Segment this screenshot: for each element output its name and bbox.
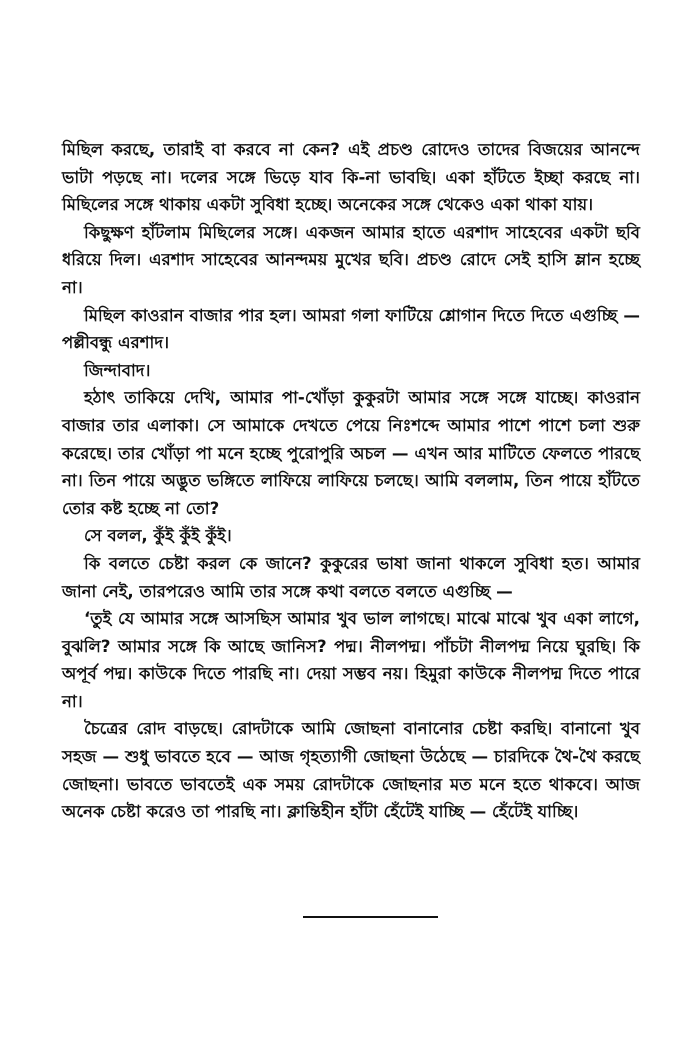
paragraph-3: মিছিল কাওরান বাজার পার হল। আমরা গলা ফাটিয়ে শ্লোগান দিতে দিতে এগুচ্ছি — পল্লীবন্ধু এরশাদ। [62,305,640,353]
paragraph-5: হঠাৎ তাকিয়ে দেখি, আমার পা-খোঁড়া কুকুরটা আমার সঙ্গে সঙ্গে যাচ্ছে। কাওরান বাজার তার এলাকা। সে আমাকে দেখতে পেয়ে নিঃশব্দে আমার পাশে পাশে চলা শুরু করেছে। তার খোঁড়া পা মনে হচ্ছে পুরোপুরি অচল — এখন আর মাটিতে ফেলতে পারছে না। তিন পায়ে অদ্ভুত ভঙ্গিতে লাফিয়ে লাফিয়ে চলছে। আমি বললাম, তিন পায়ে হাঁটতে তোর কষ্ট হচ্ছে না তো? [62,388,640,518]
paragraph-4: জিন্দাবাদ। [84,360,151,380]
paragraph-7: কি বলতে চেষ্টা করল কে জানে? কুকুরের ভাষা জানা থাকলে সুবিধা হত। আমার জানা নেই, তারপরেও আমি তার সঙ্গে কথা বলতে বলতে এগুচ্ছি — [62,553,640,601]
paragraph-2: কিছুক্ষণ হাঁটলাম মিছিলের সঙ্গে। একজন আমার হাতে এরশাদ সাহেবের একটা ছবি ধরিয়ে দিল। এরশাদ সাহেবের আনন্দময় মুখের ছবি। প্রচণ্ড রোদে সেই হাসি ম্লান হচ্ছে না। [62,222,640,297]
paragraph-6: সে বলল, কুঁই কুঁই কুঁই। [84,526,232,546]
body-text [62,136,640,826]
paragraph-8: ‘তুই যে আমার সঙ্গে আসছিস আমার খুব ভাল লাগছে। মাঝে মাঝে খুব একা লাগে, বুঝলি? আমার সঙ্গে কি আছে জানিস? পদ্ম। নীলপদ্ম। পাঁচটা নীলপদ্ম নিয়ে ঘুরছি। কি অপূর্ব পদ্ম। কাউকে দিতে পারছি না। দেয়া সম্ভব নয়। হিমুরা কাউকে নীলপদ্ম দিতে পারে না। [62,609,640,711]
section-end-rule [303,916,438,918]
paragraph-9: চৈত্রের রোদ বাড়ছে। রোদটাকে আমি জোছনা বানানোর চেষ্টা করছি। বানানো খুব সহজ — শুধু ভাবতে হবে — আজ গৃহত্যাগী জোছনা উঠেছে — চারদিকে থৈ-থৈ করছে জোছনা। ভাবতে ভাবতেই এক সময় রোদটাকে জোছনার মত মনে হতে থাকবে। আজ অনেক চেষ্টা করেও তা পারছি না। ক্লান্তিহীন হাঁটা হেঁটেই যাচ্ছি — হেঁটেই যাচ্ছি। [62,719,640,822]
paragraph-1: মিছিল করছে, তারাই বা করবে না কেন? এই প্রচণ্ড রোদেও তাদের বিজয়ের আনন্দে ভাটা পড়ছে না। দলের সঙ্গে ভিড়ে যাব কি-না ভাবছি। একা হাঁটতে ইচ্ছা করছে না। মিছিলের সঙ্গে থাকায় একটা সুবিধা হচ্ছে। অনেকের সঙ্গে থেকেও একা থাকা যায়। [62,140,640,215]
